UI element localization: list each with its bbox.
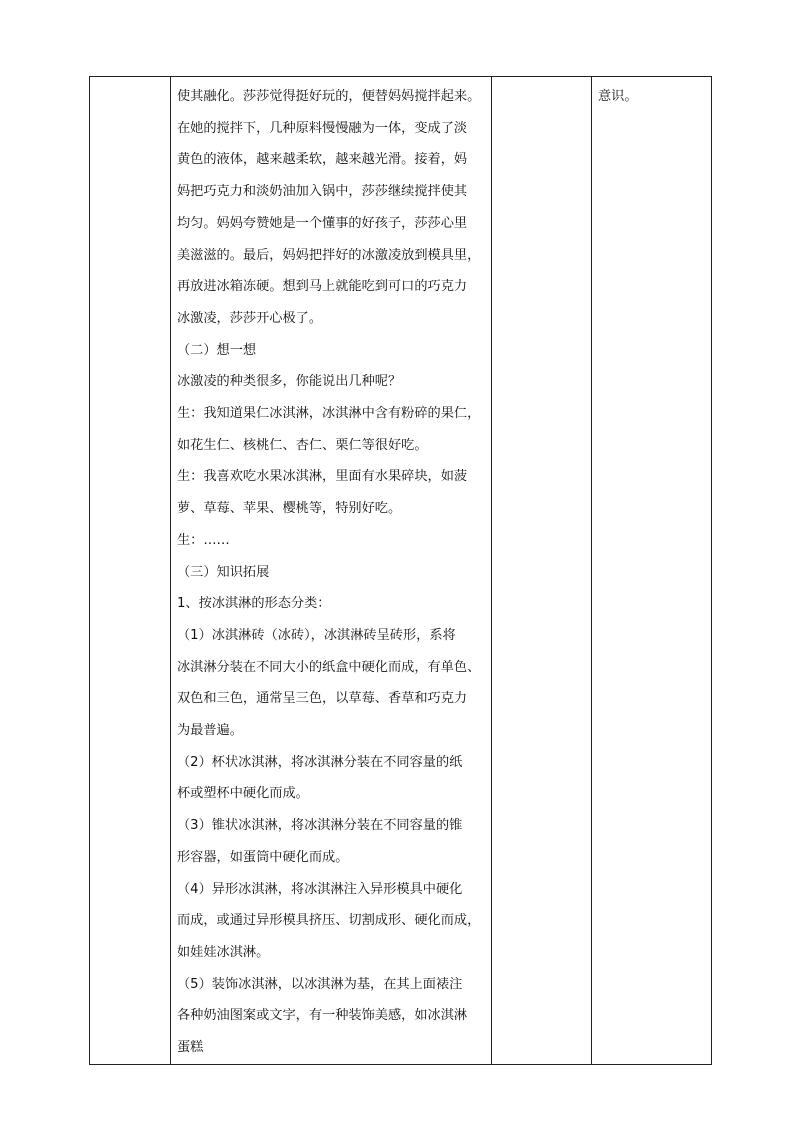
table-row — [90, 77, 712, 1065]
lesson-content — [171, 77, 491, 1064]
lesson-text-line: 如花生仁、核桃仁、杏仁、栗仁等很好吃。 — [177, 437, 428, 453]
lesson-text-line: 在她的搅拌下，几种原料慢慢融为一体，变成了淡 — [177, 120, 468, 136]
lesson-text-line: 各种奶油图案或文字，有一种装饰美感，如冰淇淋 — [177, 1008, 468, 1024]
lesson-text-line: （2）杯状冰淇淋，将冰淇淋分装在不同容量的纸 — [177, 754, 463, 770]
lesson-text-line: （5）装饰冰淇淋，以冰淇淋为基，在其上面裱注 — [177, 976, 463, 992]
lesson-text-line: 双色和三色，通常呈三色，以草莓、香草和巧克力 — [177, 691, 468, 707]
lesson-text-line: 冰激凌的种类很多，你能说出几种呢？ — [177, 374, 402, 390]
lesson-text-line: 生：…… — [177, 532, 230, 548]
lesson-text-line: 1、按冰淇淋的形态分类： — [177, 596, 331, 612]
lesson-text-line: 为最普遍。 — [177, 723, 243, 739]
lesson-text-line: 生：我知道果仁冰淇淋，冰淇淋中含有粉碎的果仁， — [177, 406, 481, 422]
lesson-text-line: 生：我喜欢吃水果冰淇淋，里面有水果碎块，如菠 — [177, 469, 468, 485]
lesson-text-line: （1）冰淇淋砖（冰砖），冰淇淋砖呈砖形，系将 — [177, 627, 456, 643]
lesson-text-line: （3）锥状冰淇淋，将冰淇淋分装在不同容量的锥 — [177, 818, 463, 834]
design-intent-cell — [592, 77, 712, 1065]
blank-cell-left — [90, 77, 171, 1065]
lesson-text-line: 而成，或通过异形模具挤压、切割成形、硬化而成， — [177, 913, 481, 929]
lesson-text-line: 冰激凌，莎莎开心极了。 — [177, 310, 323, 326]
lesson-text-line: （4）异形冰淇淋，将冰淇淋注入异形模具中硬化 — [177, 881, 463, 897]
lesson-text-line: （二）想一想 — [177, 342, 257, 358]
lesson-text-line: 蛋糕 — [177, 1040, 204, 1056]
lesson-text-line: 如娃娃冰淇淋。 — [177, 944, 270, 960]
design-intent-text: 意识。 — [598, 89, 638, 104]
lesson-plan-table — [89, 76, 712, 1065]
lesson-text-line: 妈把巧克力和淡奶油加入锅中，莎莎继续搅拌使其 — [177, 184, 468, 200]
lesson-text-line: 萝、草莓、苹果、樱桃等，特别好吃。 — [177, 501, 402, 517]
blank-cell-middle — [492, 77, 592, 1065]
lesson-text-line: 黄色的液体，越来越柔软，越来越光滑。接着，妈 — [177, 152, 468, 168]
lesson-text-line: （三）知识拓展 — [177, 564, 270, 580]
lesson-text-line: 美滋滋的。最后，妈妈把拌好的冰激凌放到模具里， — [177, 247, 481, 263]
lesson-text-line: 形容器，如蛋筒中硬化而成。 — [177, 849, 349, 865]
lesson-text-line: 均匀。妈妈夸赞她是一个懂事的好孩子，莎莎心里 — [177, 215, 468, 231]
lesson-text-line: 使其融化。莎莎觉得挺好玩的，便替妈妈搅拌起来。 — [177, 89, 481, 104]
lesson-content-cell — [171, 77, 492, 1065]
lesson-text-line: 再放进冰箱冻硬。想到马上就能吃到可口的巧克力 — [177, 279, 468, 295]
lesson-text-line: 杯或塑杯中硬化而成。 — [177, 786, 309, 802]
lesson-text-line: 冰淇淋分装在不同大小的纸盒中硬化而成，有单色、 — [177, 659, 481, 675]
